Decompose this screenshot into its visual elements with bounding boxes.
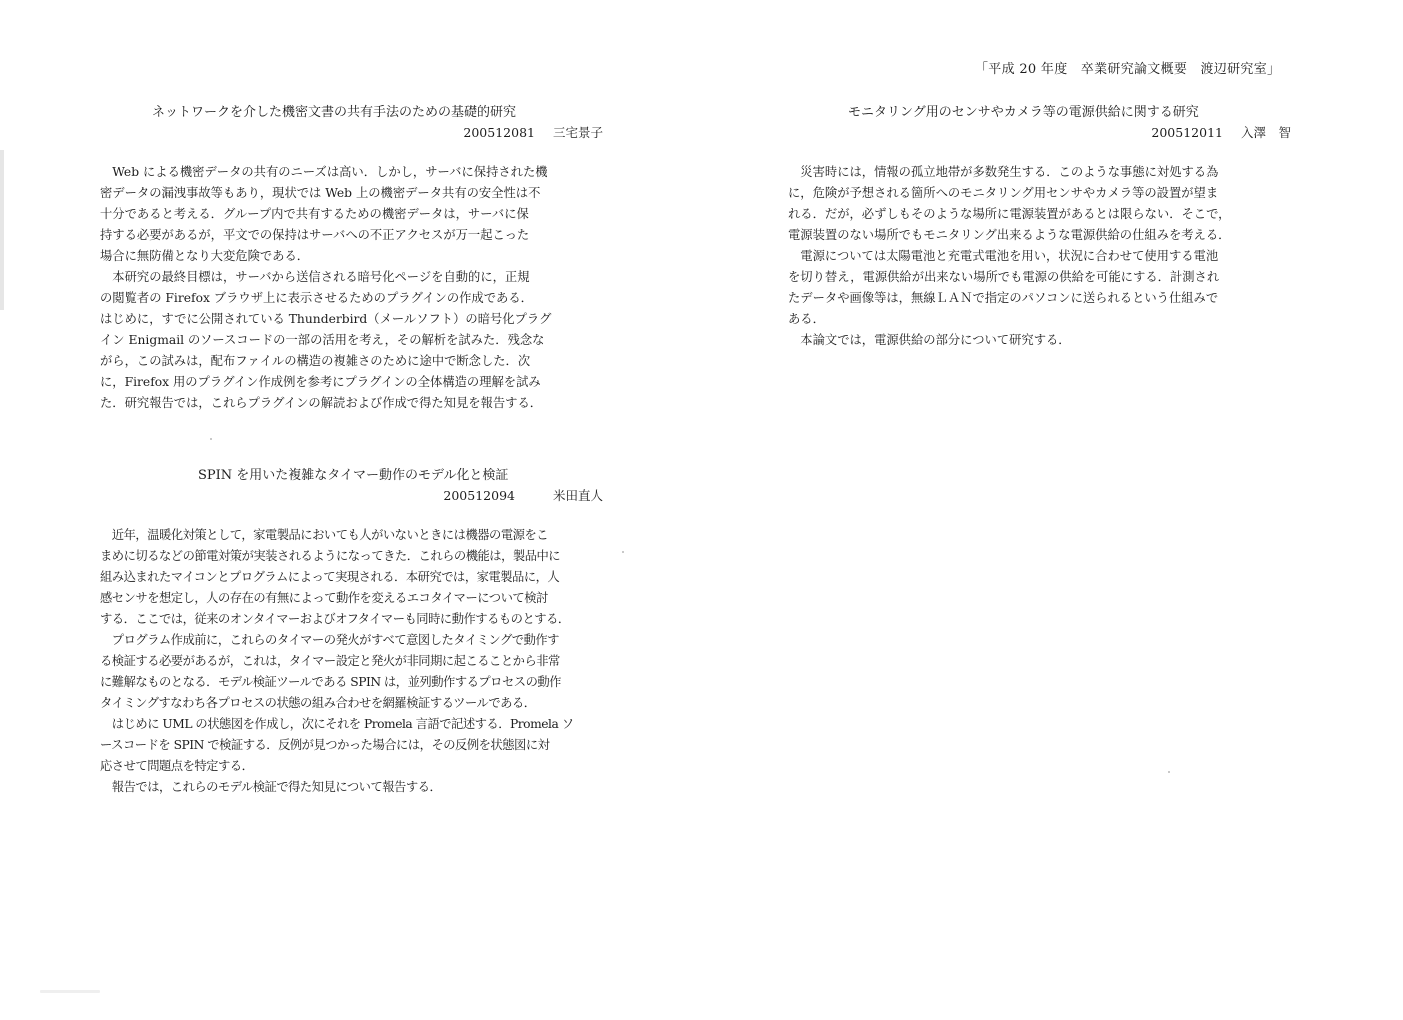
body-line: 本研究の最終目標は，サーバから送信される暗号化ページを自動的に，正規 <box>100 270 530 284</box>
abstract-byline <box>443 486 603 504</box>
student-id: 200512011 <box>1151 125 1223 140</box>
body-line: 場合に無防備となり大変危険である． <box>100 249 310 263</box>
abstract-body <box>100 162 610 414</box>
abstract-title: ネットワークを介した機密文書の共有手法のための基礎的研究 <box>152 105 517 120</box>
body-line: がら，この試みは，配布ファイルの構造の複雑さのために途中で断念した．次 <box>100 354 531 368</box>
body-line: れる．だが，必ずしもそのような場所に電源装置があるとは限らない．そこで， <box>788 207 1231 221</box>
body-line: タイミングすなわち各プロセスの状態の組み合わせを網羅検証するツールである． <box>100 696 536 710</box>
abstract-title: モニタリング用のセンサやカメラ等の電源供給に関する研究 <box>848 105 1199 120</box>
author-name: 米田直人 <box>552 488 603 503</box>
body-line: 組み込まれたマイコンとプログラムによって実現される．本研究では，家電製品に，人 <box>100 570 560 584</box>
body-line: イン Enigmail のソースコードの一部の活用を考え，その解析を試みた．残念な <box>100 333 545 347</box>
body-line: 感センサを想定し，人の存在の有無によって動作を変えるエコタイマーについて検討 <box>100 591 548 605</box>
scan-smudge <box>40 990 100 993</box>
body-line: Web による機密データの共有のニーズは高い．しかし，サーバに保持された機 <box>100 165 548 179</box>
body-line: に，Firefox 用のプラグイン作成例を参考にプラグインの全体構造の理解を試み <box>100 375 541 389</box>
body-line: はじめに UML の状態図を作成し，次にそれを Promela 言語で記述する．Promela ソ <box>100 717 574 731</box>
abstract-byline <box>463 123 603 141</box>
page-header: 「平成 20 年度 卒業研究論文概要 渡辺研究室」 <box>975 62 1281 77</box>
body-line: 持する必要があるが，平文での保持はサーバへの不正アクセスが万一起こった <box>100 228 530 242</box>
body-line: はじめに，すでに公開されている Thunderbird（メールソフト）の暗号化プラグ <box>100 312 552 326</box>
body-line: 十分であると考える．グループ内で共有するための機密データは，サーバに保 <box>100 207 529 221</box>
body-line: する．ここでは，従来のオンタイマーおよびオフタイマーも同時に動作するものとする． <box>100 612 570 626</box>
body-line: 近年，温暖化対策として，家電製品においても人がいないときには機器の電源をこ <box>100 528 549 542</box>
body-line: た．研究報告では，これらプラグインの解読および作成で得た知見を報告する． <box>100 396 543 410</box>
body-line: ある． <box>788 312 825 326</box>
scan-edge-shadow <box>0 150 4 310</box>
body-line: 報告では，これらのモデル検証で得た知見について報告する． <box>100 780 442 794</box>
body-line: に難解なものとなる．モデル検証ツールである SPIN は，並列動作するプロセスの動作 <box>100 675 561 689</box>
body-line: の閲覧者の Firefox ブラウザ上に表示させるためのプラグインの作成である． <box>100 291 533 305</box>
author-name: 三宅景子 <box>552 125 603 140</box>
scan-speck <box>210 438 212 440</box>
body-line: プログラム作成前に，これらのタイマーの発火がすべて意図したタイミングで動作す <box>100 633 559 647</box>
student-id: 200512081 <box>463 125 535 140</box>
body-line: 本論文では，電源供給の部分について研究する． <box>788 333 1071 347</box>
body-line: 応させて問題点を特定する． <box>100 759 254 773</box>
author-name: 入澤 智 <box>1240 125 1291 140</box>
abstract-title: SPIN を用いた複雑なタイマー動作のモデル化と検証 <box>198 468 509 483</box>
scan-speck <box>622 551 624 553</box>
body-line: る検証する必要があるが，これは，タイマー設定と発火が非同期に起こることから非常 <box>100 654 560 668</box>
body-line: たデータや画像等は，無線ＬＡＮで指定のパソコンに送られるという仕組みで <box>788 291 1219 305</box>
body-line: 災害時には，情報の孤立地帯が多数発生する．このような事態に対処する為 <box>788 165 1219 179</box>
body-line: ースコードを SPIN で検証する．反例が見つかった場合には，その反例を状態図に対 <box>100 738 550 752</box>
abstract-byline <box>1151 123 1291 141</box>
body-line: 電源については太陽電池と充電式電池を用い，状況に合わせて使用する電池 <box>788 249 1219 263</box>
scan-speck <box>1168 771 1170 773</box>
body-line: 密データの漏洩事故等もあり，現状では Web 上の機密データ共有の安全性は不 <box>100 186 541 200</box>
abstract-body <box>100 525 610 798</box>
body-line: まめに切るなどの節電対策が実装されるようになってきた．これらの機能は，製品中に <box>100 549 561 563</box>
body-line: を切り替え，電源供給が出来ない場所でも電源の供給を可能にする．計測され <box>788 270 1220 284</box>
abstract-body <box>788 162 1296 351</box>
body-line: に，危険が予想される箇所へのモニタリング用センサやカメラ等の設置が望ま <box>788 186 1219 200</box>
body-line: 電源装置のない場所でもモニタリング出来るような電源供給の仕組みを考える． <box>788 228 1231 242</box>
student-id: 200512094 <box>443 488 515 503</box>
